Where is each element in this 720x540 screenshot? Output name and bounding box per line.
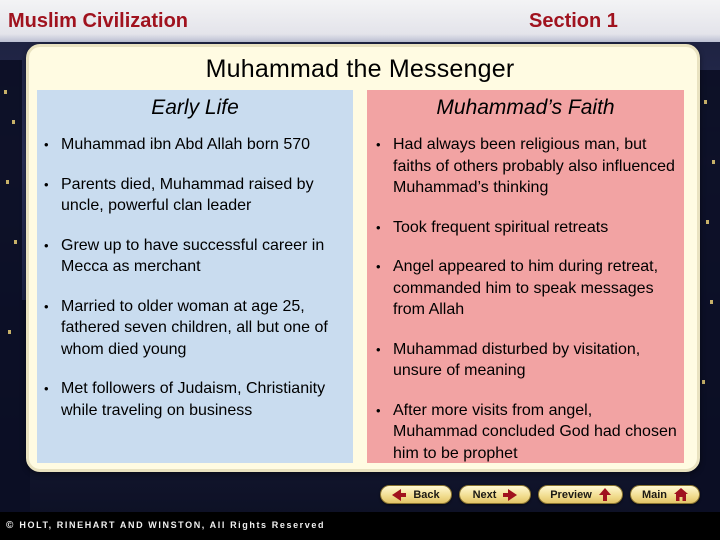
back-label: Back <box>413 488 440 501</box>
early-life-bullet: • Married to older woman at age 25, fathered seven children, all but one of whom died young <box>43 296 347 361</box>
preview-button[interactable] <box>538 485 623 504</box>
faith-column <box>367 90 684 463</box>
back-button[interactable] <box>380 485 452 504</box>
early-life-heading: Early Life <box>151 96 239 119</box>
faith-list <box>375 134 678 482</box>
faith-bullet: • After more visits from angel, Muhammad concluded God had chosen him to be prophet <box>375 400 678 465</box>
course-title: Muslim Civilization <box>8 10 189 32</box>
early-life-bullet: • Grew up to have successful career in Mecca as merchant <box>43 235 347 278</box>
preview-label: Preview <box>550 488 592 501</box>
early-life-bullet: • Muhammad ibn Abd Allah born 570 <box>43 134 347 156</box>
home-icon <box>674 488 688 501</box>
early-life-bullet: • Met followers of Judaism, Christianity while traveling on business <box>43 378 347 421</box>
copyright-text: HOLT, RINEHART AND WINSTON, All Rights Reserved <box>19 520 326 530</box>
faith-bullet: • Muhammad disturbed by visitation, unsure of meaning <box>375 339 678 382</box>
main-button[interactable] <box>630 485 700 504</box>
slide-title: Muhammad the Messenger <box>205 55 515 83</box>
faith-bullet: • Angel appeared to him during retreat, commanded him to speak messages from Allah <box>375 256 678 321</box>
early-life-bullet: • Parents died, Muhammad raised by uncle, powerful clan leader <box>43 174 347 217</box>
arrow-up-icon <box>599 488 611 501</box>
faith-bullet: • Had always been religious man, but faiths of others probably also influenced Muhammad’s thinking <box>375 134 678 199</box>
arrow-right-icon <box>503 489 517 501</box>
next-label: Next <box>472 488 497 501</box>
main-label: Main <box>641 488 668 501</box>
copyright-symbol: © <box>6 520 14 531</box>
section-label: Section 1 <box>529 10 618 32</box>
copyright-notice <box>6 520 325 531</box>
early-life-list <box>43 134 347 439</box>
faith-heading: Muhammad’s Faith <box>436 96 615 119</box>
faith-bullet: • Took frequent spiritual retreats <box>375 217 678 239</box>
early-life-column <box>37 90 353 463</box>
next-button[interactable] <box>459 485 531 504</box>
arrow-left-icon <box>392 489 406 501</box>
